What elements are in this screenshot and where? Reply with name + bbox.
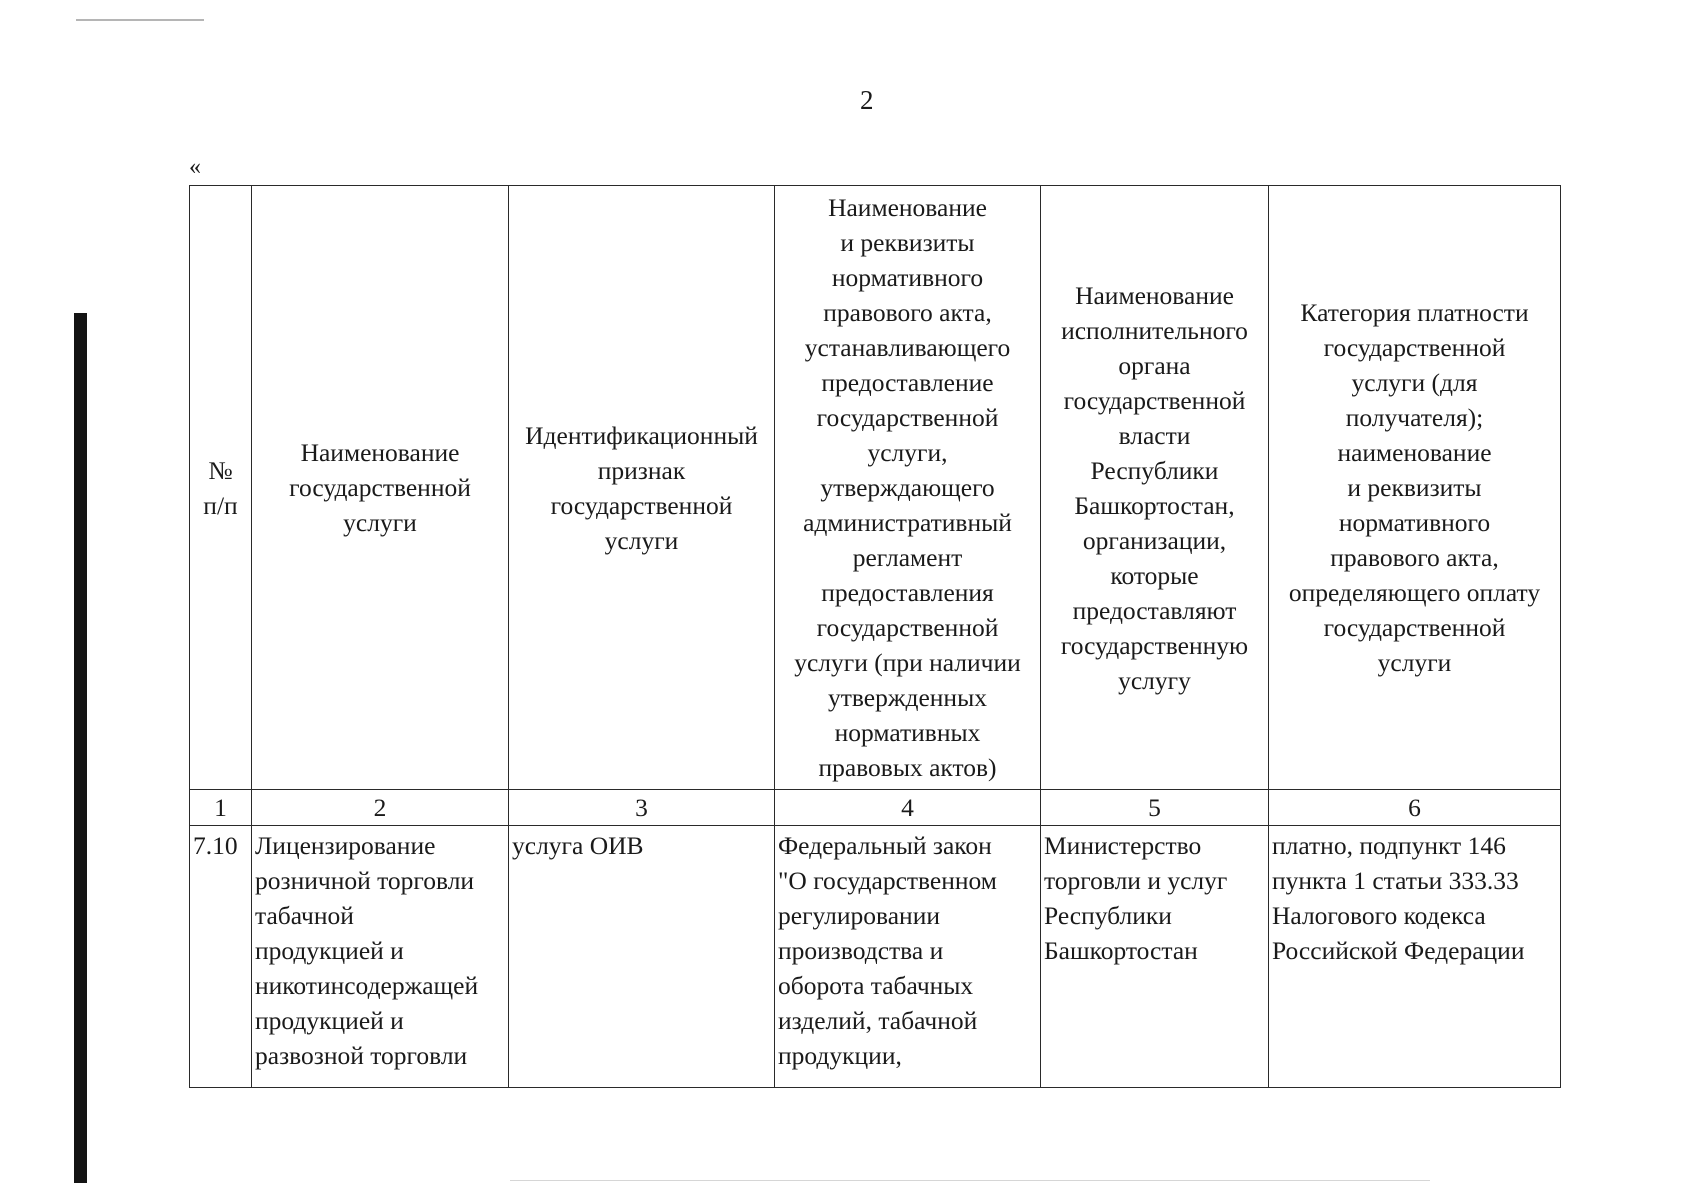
header-service-name: Наименование государственной услуги xyxy=(252,186,509,790)
column-number: 2 xyxy=(252,790,509,826)
column-number: 3 xyxy=(509,790,775,826)
scan-artifact-bottom-line xyxy=(510,1180,1430,1181)
row-executive-body: Министерство торговли и услуг Республики Башкортостан xyxy=(1041,826,1269,1088)
header-executive-body: Наименование исполнительного органа государственной власти Республики Башкортостан, организации, которые предоставляют государственную услугу xyxy=(1041,186,1269,790)
header-identifier: Идентификационный признак государственной услуги xyxy=(509,186,775,790)
scan-artifact-binding-bar xyxy=(74,313,87,1183)
row-legal-act: Федеральный закон "О государственном регулировании производства и оборота табачных изделий, табачной продукции, xyxy=(775,826,1041,1088)
row-number: 7.10 xyxy=(190,826,252,1088)
row-identifier: услуга ОИВ xyxy=(509,826,775,1088)
header-legal-act: Наименование и реквизиты нормативного правового акта, устанавливающего предоставление государственной услуги, утверждающего административный регламент предоставления государственной услуги (при наличии утвержденных нормативных правовых актов) xyxy=(775,186,1041,790)
services-table xyxy=(189,185,1561,1088)
column-number: 1 xyxy=(190,790,252,826)
column-number-row xyxy=(190,790,1561,826)
header-number: № п/п xyxy=(190,186,252,790)
table-header-row xyxy=(190,186,1561,790)
opening-quote-mark: « xyxy=(189,154,201,180)
header-payment-category: Категория платности государственной услуги (для получателя); наименование и реквизиты нормативного правового акта, определяющего оплату государственной услуги xyxy=(1269,186,1561,790)
table-row xyxy=(190,826,1561,1088)
scan-artifact-top-line xyxy=(76,19,204,21)
column-number: 4 xyxy=(775,790,1041,826)
row-service-name: Лицензирование розничной торговли табачной продукцией и никотинсодержащей продукцией и развозной торговли xyxy=(252,826,509,1088)
column-number: 5 xyxy=(1041,790,1269,826)
page-number: 2 xyxy=(860,85,874,115)
row-payment-category: платно, подпункт 146 пункта 1 статьи 333.33 Налогового кодекса Российской Федерации xyxy=(1269,826,1561,1088)
column-number: 6 xyxy=(1269,790,1561,826)
